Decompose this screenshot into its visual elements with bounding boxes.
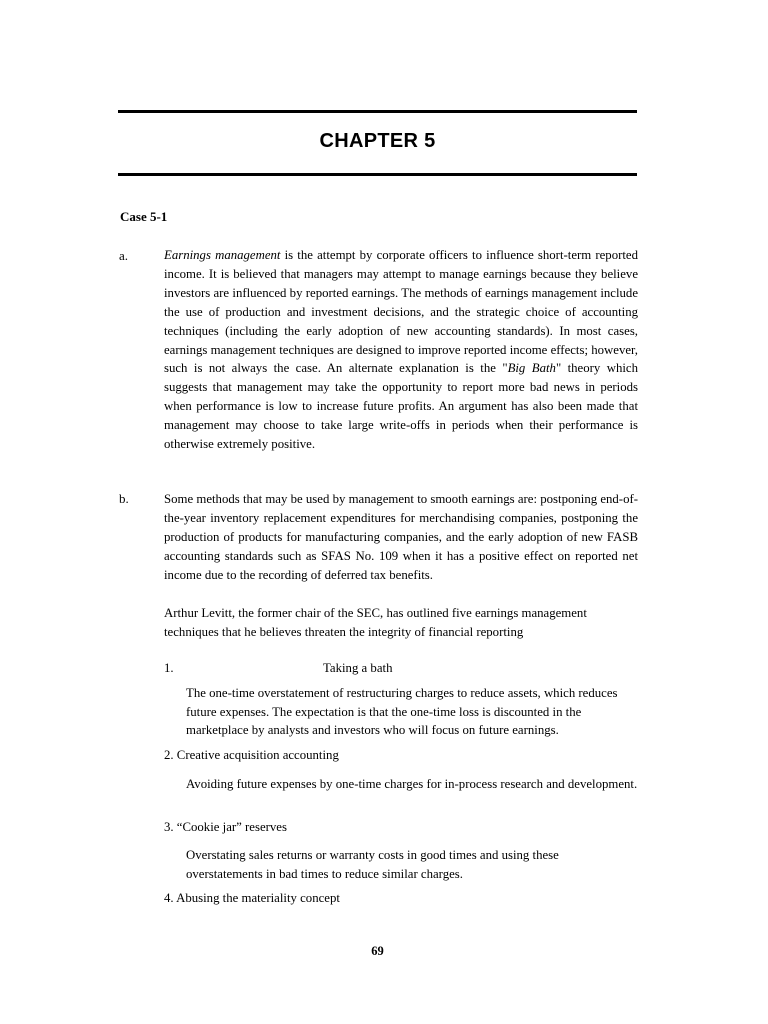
part-a-text-1: is the attempt by corporate officers to influence short-term reported income. It is believed that managers may attempt to manage earnings because they believe investors are influenced by reported earnings. The methods of earnings management include the use of production and investment decisions, and the strategic choice of accounting techniques (including the early adoption of new accounting standards). In most cases, earnings management techniques are designed to improve reported income effects; however, such is not always the case. An alternate explanation is the " — [164, 248, 638, 376]
part-b-label: b. — [119, 491, 129, 506]
technique-1-title: Taking a bath — [323, 661, 393, 675]
chapter-title: CHAPTER 5 — [319, 130, 436, 152]
part-a-paragraph — [164, 246, 638, 454]
technique-2-heading: 2. Creative acquisition accounting — [164, 748, 339, 762]
page-number: 69 — [371, 944, 384, 958]
technique-1-number: 1. — [164, 661, 174, 675]
levitt-paragraph: Arthur Levitt, the former chair of the SEC, has outlined five earnings management techniques that he believes threaten the integrity of financial reporting — [164, 606, 587, 639]
technique-3-heading: 3. “Cookie jar” reserves — [164, 820, 287, 834]
case-title: Case 5-1 — [120, 209, 168, 224]
part-b-paragraph: Some methods that may be used by management to smooth earnings are: postponing end-of-the-year inventory replacement expenditures for merchandising companies, postponing the production of products for manufacturing companies, and the early adoption of new FASB accounting standards such as SFAS No. 109 when it has a positive effect on reported net income due to the recording of deferred tax benefits. — [164, 492, 638, 582]
bottom-rule — [118, 173, 637, 176]
technique-3-body: Overstating sales returns or warranty costs in good times and using these overstatements in bad times to reduce similar charges. — [186, 848, 559, 881]
part-a-label: a. — [119, 248, 129, 263]
big-bath-term: Big Bath — [507, 361, 556, 376]
technique-2-body: Avoiding future expenses by one-time charges for in-process research and development. — [186, 777, 638, 791]
earnings-management-term: Earnings management — [164, 248, 281, 262]
top-rule — [118, 110, 637, 113]
technique-4-heading: 4. Abusing the materiality concept — [164, 891, 340, 905]
part-a-text-2: " theory which suggests that management may take the opportunity to report more bad news in periods when performance is low to increase future profits. An argument has also been made that management may choose to take large write-offs in periods when their performance is otherwise extremely positive. — [164, 361, 638, 452]
technique-1-body: The one-time overstatement of restructuring charges to reduce assets, which reduces future expenses. The expectation is that the one-time loss is discounted in the marketplace by analysts and investors who will focus on future earnings. — [186, 686, 618, 737]
